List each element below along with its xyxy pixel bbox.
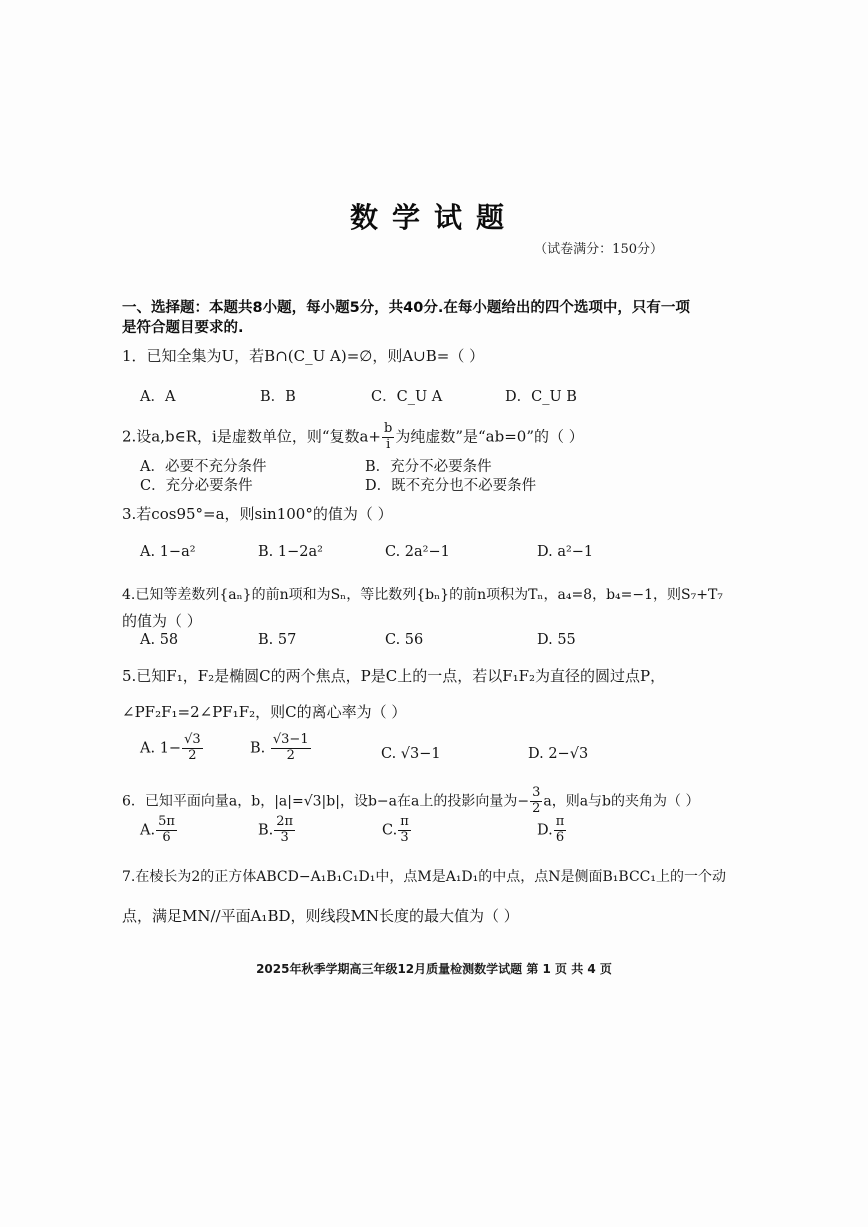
question-7-stem-line2: 点，满足MN//平面A₁BD，则线段MN长度的最大值为（ ） — [122, 907, 519, 925]
question-6-option-a-num: 5π — [158, 814, 175, 829]
question-6-option-c-fraction — [398, 815, 411, 846]
question-2-stem-before: 2.设a,b∈R，i是虚数单位，则“复数a+ — [122, 427, 382, 446]
question-3-option-c: C. 2a²−1 — [385, 544, 450, 560]
score-note: （试卷满分：150分） — [534, 242, 663, 257]
question-6-fraction — [530, 786, 542, 817]
question-5-option-a-prefix: A. 1− — [140, 740, 182, 757]
question-6-option-d-fraction — [554, 815, 567, 846]
question-6-option-d-prefix: D. — [537, 822, 553, 839]
question-6-option-d-num: π — [555, 814, 565, 829]
question-5-option-a-fraction — [182, 733, 203, 764]
question-2-option-d: D．既不充分也不必要条件 — [365, 478, 537, 494]
question-6-option-b — [258, 815, 296, 846]
question-2-fraction — [382, 422, 394, 453]
page-footer: 2025年秋季学期高三年级12月质量检测数学试题 第 1 页 共 4 页 — [256, 962, 612, 976]
question-5-option-b-fraction — [271, 733, 311, 764]
question-6-option-c-num: π — [400, 814, 409, 829]
question-6-option-a-fraction — [156, 815, 177, 846]
question-2-option-c: C．充分必要条件 — [140, 478, 253, 494]
question-5-option-a-num: √3 — [184, 732, 201, 747]
question-6-option-b-prefix: B. — [258, 822, 274, 839]
question-6-stem — [122, 786, 699, 817]
question-4-option-d: D. 55 — [537, 632, 576, 648]
question-2-frac-num: b — [384, 421, 393, 436]
question-1-option-c: C．C_U A — [371, 389, 443, 405]
question-5-option-c: C. √3−1 — [381, 746, 441, 762]
question-4-stem-line1: 4.已知等差数列{aₙ}的前n项和为Sₙ，等比数列{bₙ}的前n项积为Tₙ，a₄=8，b₄=−1，则S₇+T₇ — [122, 587, 723, 603]
question-7-stem-line1: 7.在棱长为2的正方体ABCD−A₁B₁C₁D₁中，点M是A₁D₁的中点，点N是侧面B₁BCC₁上的一个动 — [122, 869, 727, 885]
section-heading-line2: 是符合题目要求的. — [122, 320, 244, 336]
question-3-option-b: B. 1−2a² — [258, 544, 323, 560]
question-1-option-b: B．B — [260, 389, 296, 405]
question-6-option-b-fraction — [274, 815, 295, 846]
question-6-stem-before: 6．已知平面向量a，b，|a|=√3|b|，设b−a在a上的投影向量为− — [122, 793, 530, 810]
question-5-stem-line2: ∠PF₂F₁=2∠PF₁F₂，则C的离心率为（ ） — [122, 703, 407, 721]
question-6-frac-num: 3 — [532, 785, 541, 800]
question-5-option-b-num: √3−1 — [272, 732, 309, 747]
question-6-option-a-den: 6 — [162, 829, 171, 845]
question-3-stem: 3.若cos95°=a，则sin100°的值为（ ） — [122, 505, 393, 523]
question-6-stem-after: a，则a与b的夹角为（ ） — [543, 793, 700, 810]
question-6-option-a — [140, 815, 178, 846]
question-6-option-b-den: 3 — [280, 829, 289, 845]
question-6-option-d-den: 6 — [555, 829, 565, 845]
question-5-option-d: D. 2−√3 — [528, 746, 589, 762]
question-4-option-c: C. 56 — [385, 632, 424, 648]
question-5-option-b — [250, 733, 312, 764]
question-6-option-a-prefix: A. — [140, 822, 156, 839]
question-5-option-a — [140, 733, 204, 764]
question-1-option-a: A．A — [140, 389, 176, 405]
question-2-option-b: B．充分不必要条件 — [365, 459, 492, 475]
question-6-frac-den: 2 — [532, 800, 541, 816]
question-6-option-d — [537, 815, 567, 846]
question-4-stem-line2: 的值为（ ） — [122, 612, 202, 630]
question-6-option-c-den: 3 — [400, 829, 409, 845]
question-4-option-a: A. 58 — [140, 632, 179, 648]
question-2-option-a: A．必要不充分条件 — [140, 459, 267, 475]
page-title: 数学试题 — [349, 201, 518, 234]
question-5-stem-line1: 5.已知F₁，F₂是椭圆C的两个焦点，P是C上的一点，若以F₁F₂为直径的圆过点P， — [122, 667, 666, 685]
question-1-stem: 1．已知全集为U，若B∩(C_U A)=∅，则A∪B=（ ） — [122, 347, 485, 365]
question-6-option-c — [382, 815, 412, 846]
section-heading-line1: 一、选择题：本题共8小题，每小题5分，共40分.在每小题给出的四个选项中，只有一项 — [122, 300, 690, 316]
question-6-option-c-prefix: C. — [382, 822, 398, 839]
question-3-option-a: A. 1−a² — [140, 544, 196, 560]
question-3-option-d: D. a²−1 — [537, 544, 594, 560]
question-5-option-b-den: 2 — [286, 747, 295, 763]
question-6-option-b-num: 2π — [276, 814, 294, 829]
question-2-frac-den: i — [386, 436, 391, 452]
question-5-option-b-prefix: B. — [250, 740, 266, 757]
question-2-stem-after: 为纯虚数”是“ab=0”的（ ） — [395, 427, 584, 446]
question-1-option-d: D．C_U B — [505, 389, 577, 405]
question-5-option-a-den: 2 — [188, 747, 197, 763]
question-2-stem — [122, 422, 584, 453]
question-4-option-b: B. 57 — [258, 632, 297, 648]
